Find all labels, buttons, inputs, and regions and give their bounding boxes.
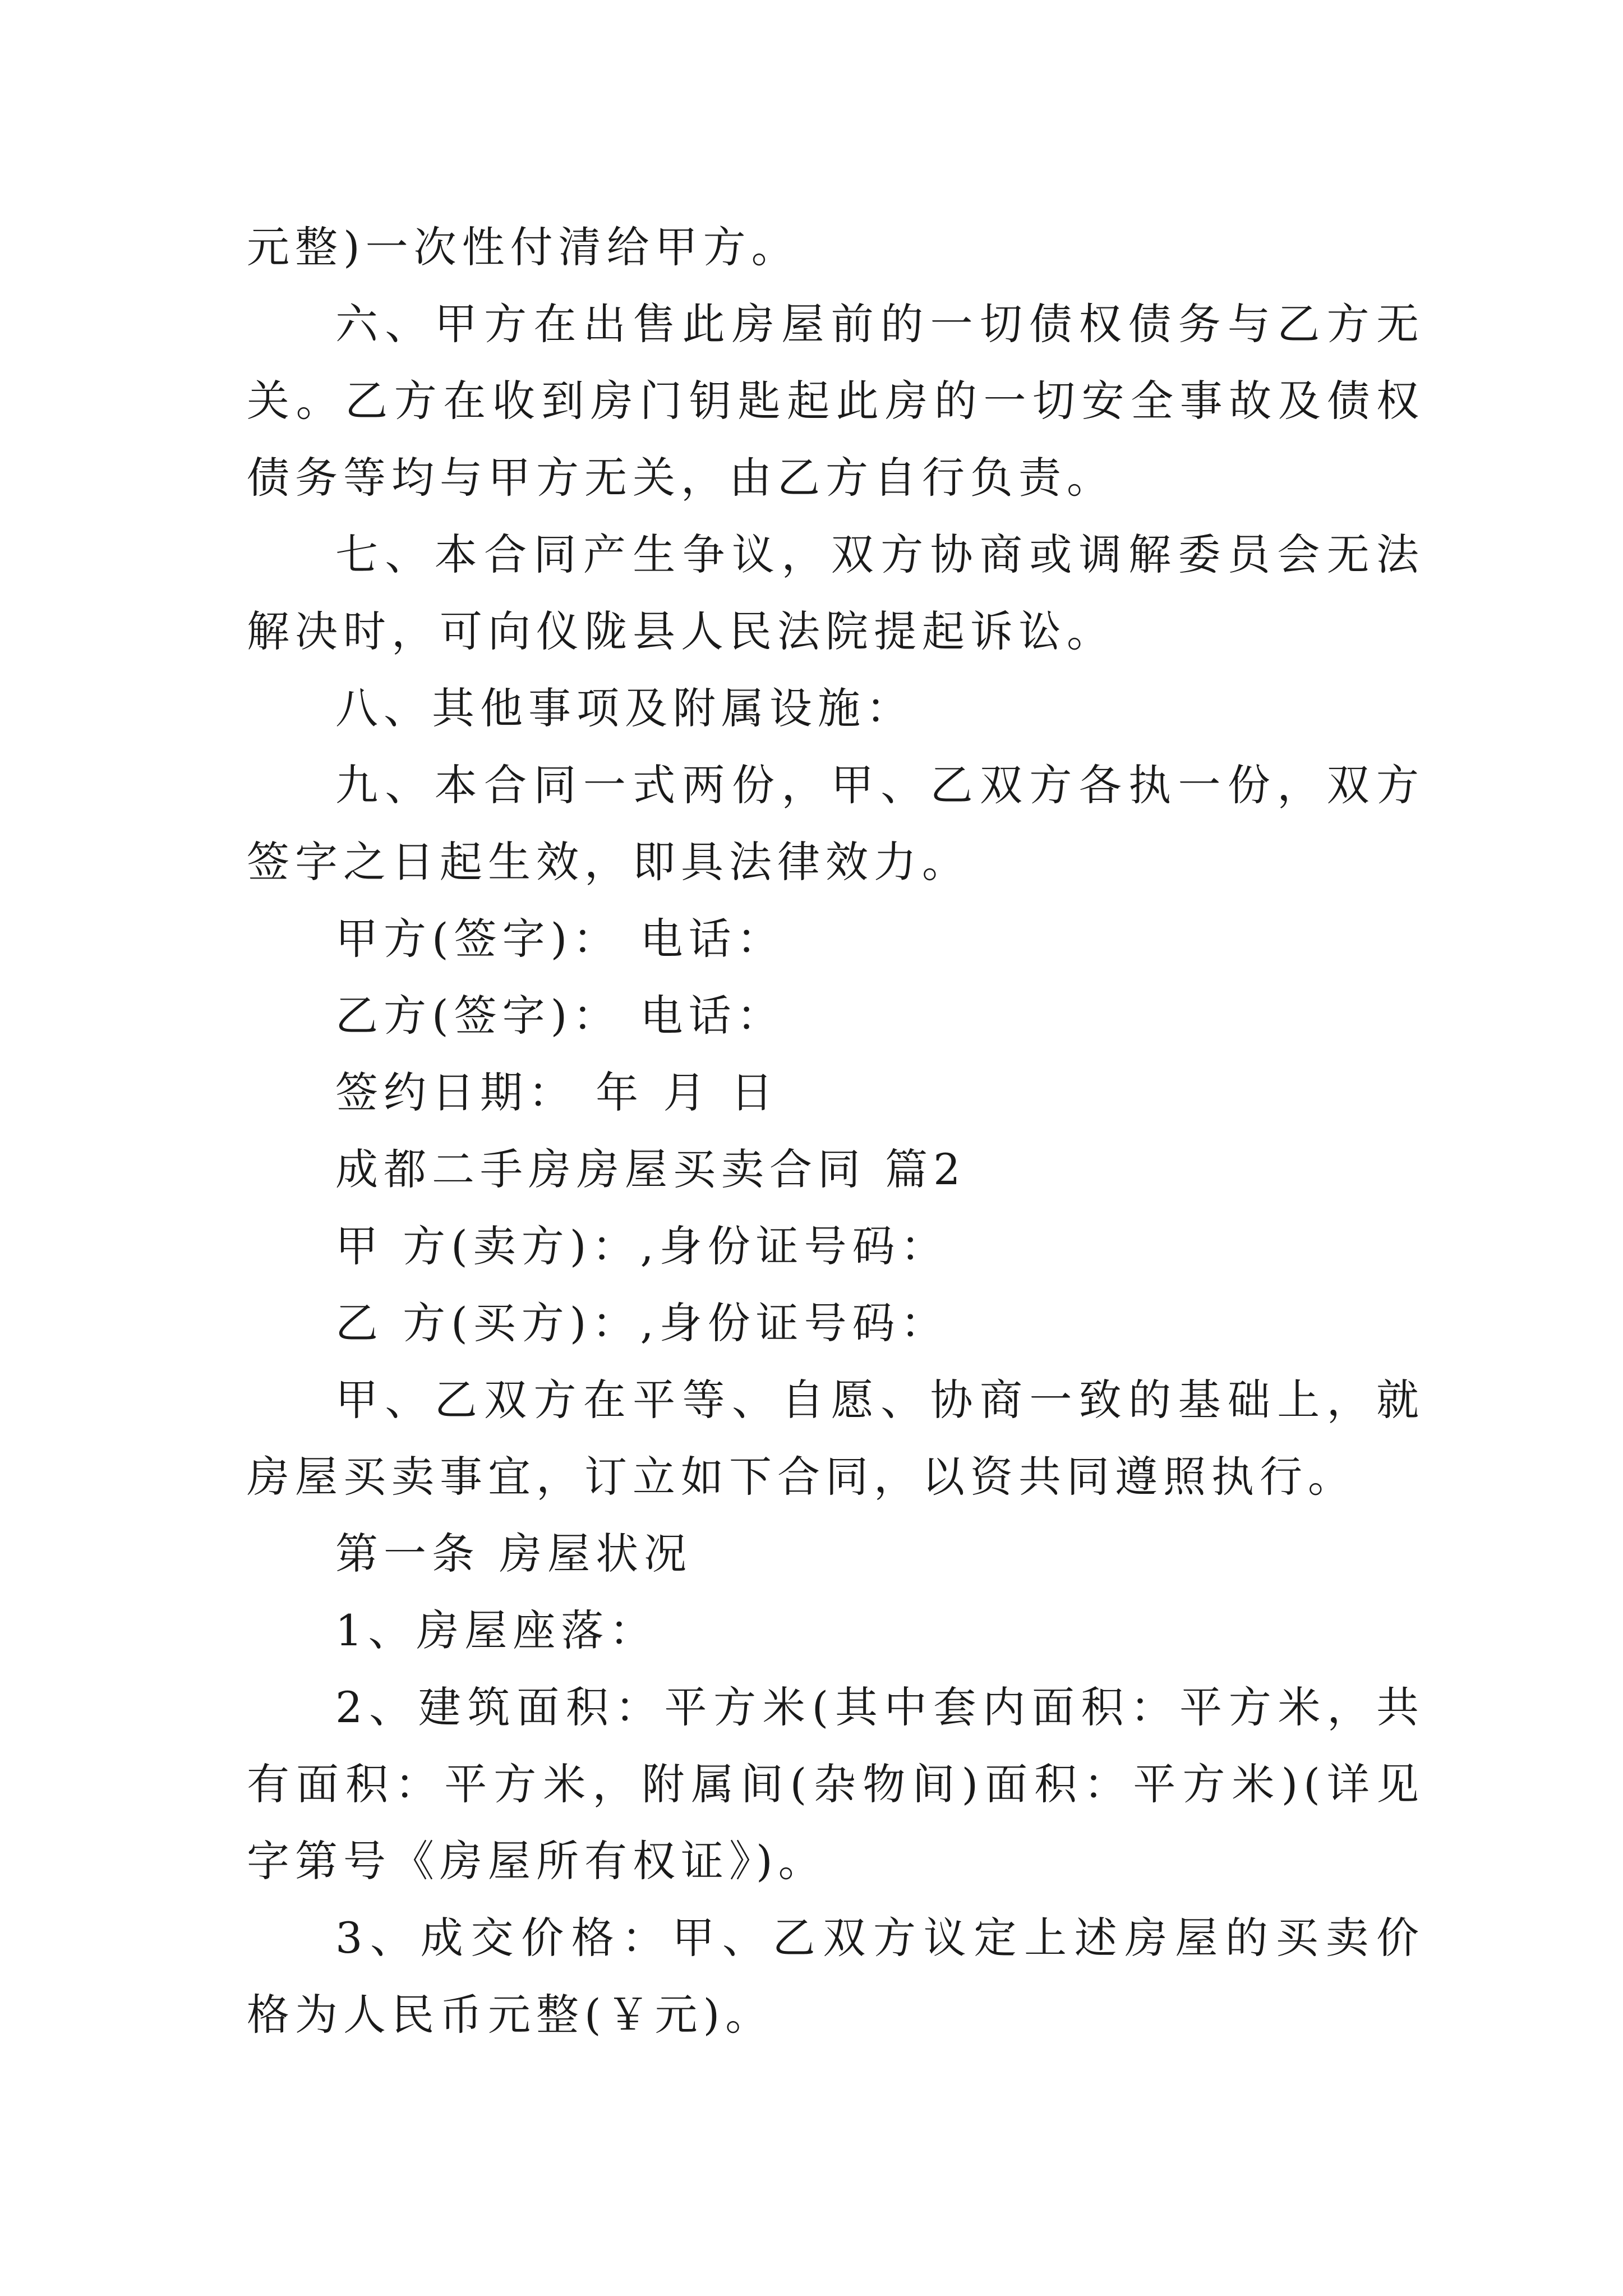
item-2-area: 2、建筑面积：平方米(其中套内面积：平方米，共有面积：平方米，附属间(杂物间)面积：平方米)(详见 字第号《房屋所有权证》)。 — [247, 1682, 1424, 1886]
document-body — [247, 209, 1424, 2053]
paragraph-clause-7: 七、本合同产生争议，双方协商或调解委员会无法解决时，可向仪陇县人民法院提起诉讼。 — [247, 530, 1424, 656]
paragraph-clause-8: 八、其他事项及附属设施： — [335, 683, 914, 733]
paragraph-preamble: 甲、乙双方在平等、自愿、协商一致的基础上，就房屋买卖事宜，订立如下合同，以资共同遵照执行。 — [247, 1375, 1424, 1502]
buyer-line: 乙 方(买方)：,身份证号码： — [335, 1298, 949, 1348]
item-1-location: 1、房屋座落： — [335, 1605, 658, 1655]
item-3-price: 3、成交价格：甲、乙双方议定上述房屋的买卖价格为人民币元整(￥元)。 — [247, 1913, 1424, 2040]
paragraph-payment-continued: 元整)一次性付清给甲方。 — [247, 222, 800, 272]
party-a-signature-line: 甲方(签字)： 电话： — [335, 914, 785, 964]
section-heading: 成都二手房房屋买卖合同 篇2 — [335, 1144, 966, 1194]
paragraph-clause-6: 六、甲方在出售此房屋前的一切债权债务与乙方无关。乙方在收到房门钥匙起此房的一切安全事故及债权债务等均与甲方无关，由乙方自行负责。 — [247, 299, 1424, 503]
signing-date-line: 签约日期： 年 月 日 — [335, 1068, 779, 1117]
paragraph-clause-9: 九、本合同一式两份，甲、乙双方各执一份，双方签字之日起生效，即具法律效力。 — [247, 760, 1424, 887]
party-b-signature-line: 乙方(签字)： 电话： — [335, 991, 785, 1041]
seller-line: 甲 方(卖方)：,身份证号码： — [335, 1221, 949, 1271]
article-1-heading: 第一条 房屋状况 — [335, 1529, 693, 1579]
